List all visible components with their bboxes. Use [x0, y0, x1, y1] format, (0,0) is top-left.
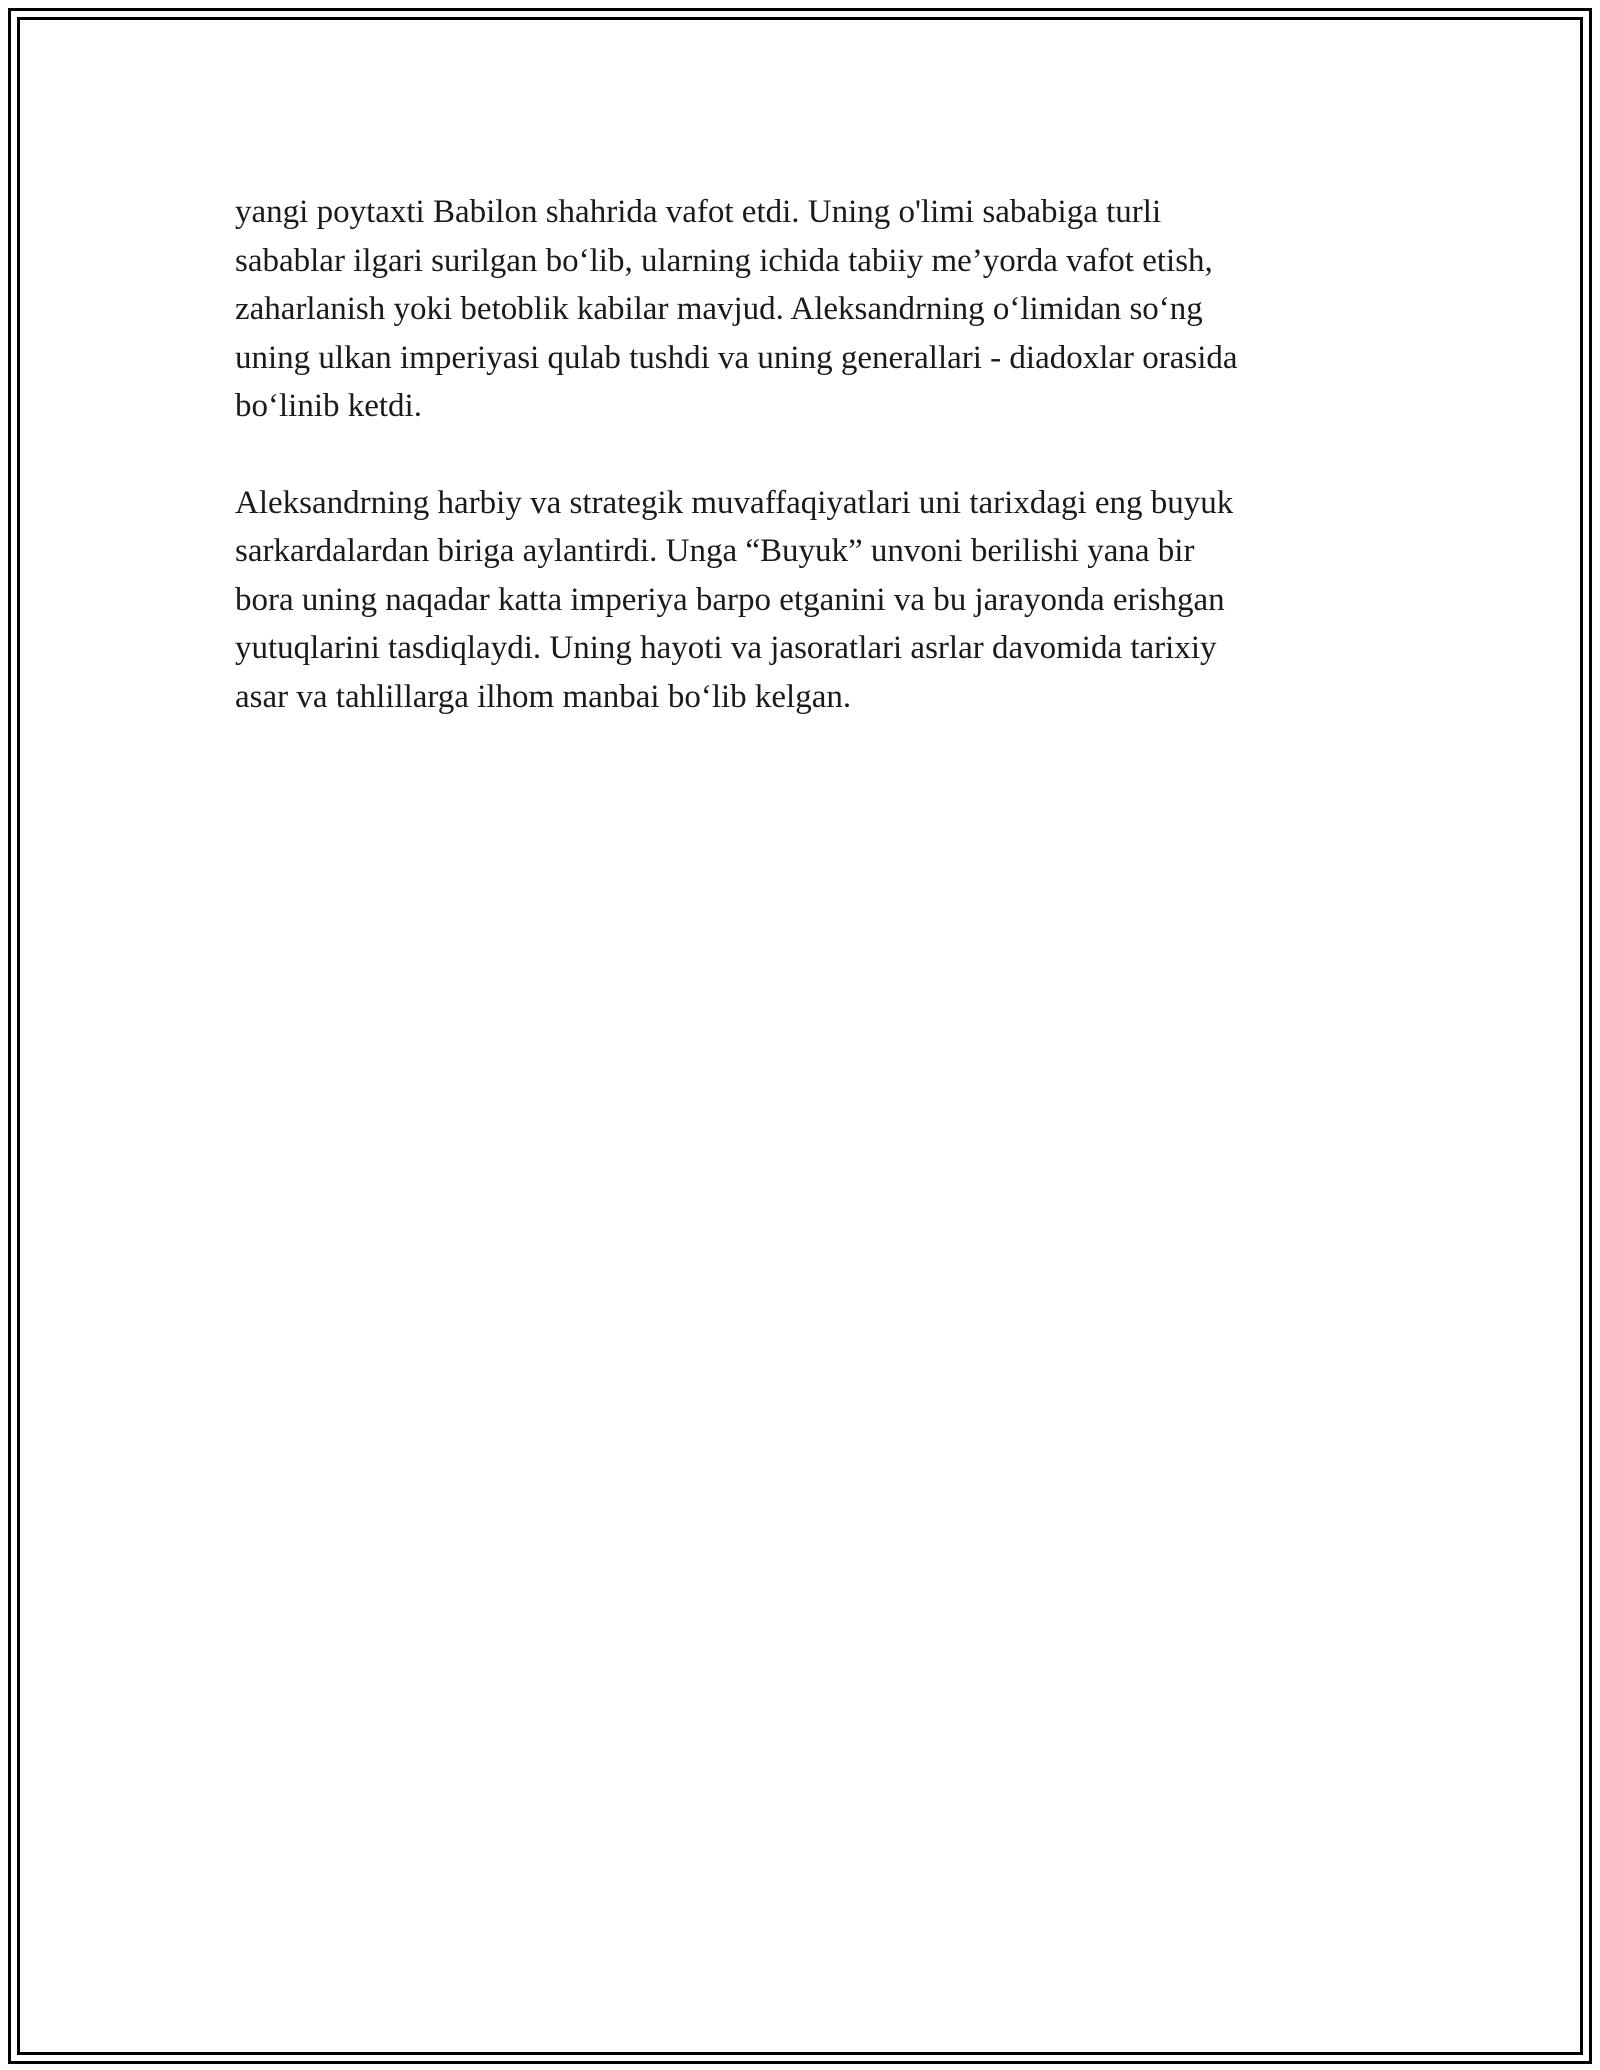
paragraph-line: sabablar ilgari surilgan bo‘lib, ularning ichida tabiiy me’yorda vafot etish,: [235, 242, 1213, 279]
paragraph-line: Aleksandrning harbiy va strategik muvaffaqiyatlari uni tarixdagi eng buyuk: [235, 484, 1234, 521]
paragraph-line: yangi poytaxti Babilon shahrida vafot etdi. Uning o'limi sababiga turli: [235, 194, 1162, 230]
paragraph-line: zaharlanish yoki betoblik kabilar mavjud. Aleksandrning o‘limidan so‘ng: [235, 291, 1203, 327]
paragraph-line: bora uning naqadar katta imperiya barpo etganini va bu jarayonda erishgan: [235, 581, 1225, 618]
paragraph-line: asar va tahlillarga ilhom manbai bo‘lib kelgan.: [235, 678, 852, 715]
paragraph-1: [235, 188, 1365, 431]
paragraph-2: [235, 479, 1365, 722]
paragraph-line: sarkardalardan biriga aylantirdi. Unga “Buyuk” unvoni berilishi yana bir: [235, 533, 1195, 569]
paragraph-line: yutuqlarini tasdiqlaydi. Uning hayoti va jasoratlari asrlar davomida tarixiy: [235, 630, 1217, 666]
document-body: [235, 188, 1365, 721]
paragraph-line: uning ulkan imperiyasi qulab tushdi va uning generallari - diadoxlar orasida: [235, 339, 1238, 376]
paragraph-line: bo‘linib ketdi.: [235, 388, 422, 424]
